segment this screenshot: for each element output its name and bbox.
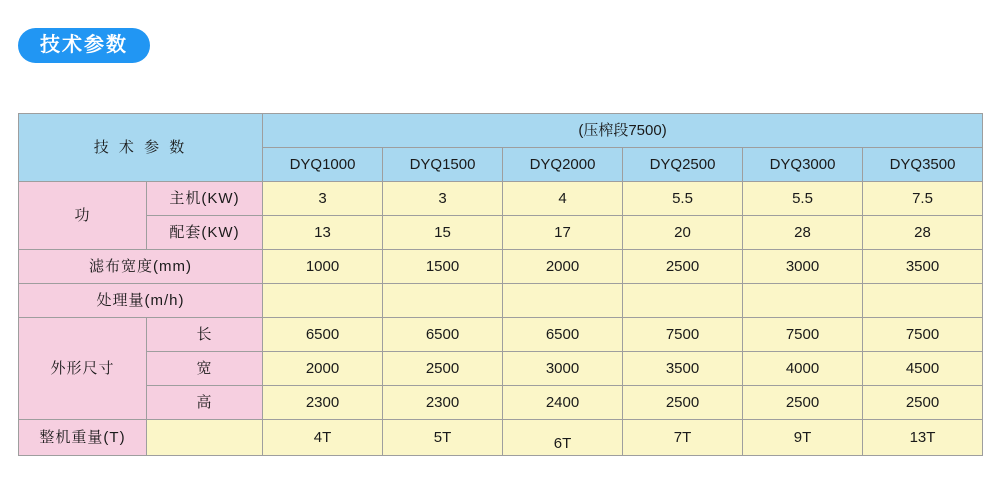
cell-belt-width-dyq1000: 1000 (263, 250, 383, 284)
cell-capacity-dyq3500 (863, 284, 983, 318)
cell-auxiliary-dyq1000: 13 (263, 216, 383, 250)
cell-length-dyq3000: 7500 (743, 318, 863, 352)
row-label-auxiliary: 配套(KW) (147, 216, 263, 250)
table-row (19, 386, 983, 420)
cell-total-weight-dyq3500: 13T (863, 420, 983, 456)
header-model-dyq2500: DYQ2500 (623, 148, 743, 182)
cell-length-dyq2500: 7500 (623, 318, 743, 352)
cell-length-dyq3500: 7500 (863, 318, 983, 352)
cell-auxiliary-dyq3500: 28 (863, 216, 983, 250)
cell-capacity-dyq2500 (623, 284, 743, 318)
cell-height-dyq2500: 2500 (623, 386, 743, 420)
row-label-length: 长 (147, 318, 263, 352)
table-row (19, 420, 983, 456)
page-title: 技术参数 (18, 28, 150, 63)
cell-width-dyq2000: 3000 (503, 352, 623, 386)
cell-length-dyq1000: 6500 (263, 318, 383, 352)
cell-main-motor-dyq1000: 3 (263, 182, 383, 216)
row-label-width: 宽 (147, 352, 263, 386)
cell-capacity-dyq1000 (263, 284, 383, 318)
cell-height-dyq3500: 2500 (863, 386, 983, 420)
row-group-label-power: 功 (19, 182, 147, 250)
cell-total-weight-dyq2500: 7T (623, 420, 743, 456)
spec-table-container (18, 113, 982, 456)
cell-belt-width-dyq2000: 2000 (503, 250, 623, 284)
cell-width-dyq3500: 4500 (863, 352, 983, 386)
cell-total-weight-spacer (147, 420, 263, 456)
row-label-filter-belt-width: 滤布宽度(mm) (19, 250, 263, 284)
cell-main-motor-dyq2000: 4 (503, 182, 623, 216)
row-label-total-weight: 整机重量(T) (19, 420, 147, 456)
cell-auxiliary-dyq2000: 17 (503, 216, 623, 250)
header-group-label: (压榨段7500) (263, 114, 983, 148)
cell-main-motor-dyq1500: 3 (383, 182, 503, 216)
cell-main-motor-dyq2500: 5.5 (623, 182, 743, 216)
table-row (19, 250, 983, 284)
table-row (19, 182, 983, 216)
header-model-dyq1500: DYQ1500 (383, 148, 503, 182)
cell-total-weight-dyq3000: 9T (743, 420, 863, 456)
header-model-dyq1000: DYQ1000 (263, 148, 383, 182)
cell-width-dyq3000: 4000 (743, 352, 863, 386)
cell-length-dyq2000: 6500 (503, 318, 623, 352)
cell-height-dyq2000: 2400 (503, 386, 623, 420)
header-model-dyq3000: DYQ3000 (743, 148, 863, 182)
table-header-row-group (19, 114, 983, 148)
cell-total-weight-dyq2000: 6T (503, 420, 623, 456)
cell-belt-width-dyq2500: 2500 (623, 250, 743, 284)
cell-length-dyq1500: 6500 (383, 318, 503, 352)
cell-height-dyq1000: 2300 (263, 386, 383, 420)
cell-auxiliary-dyq2500: 20 (623, 216, 743, 250)
cell-capacity-dyq2000 (503, 284, 623, 318)
header-parameter-label: 技 术 参 数 (19, 114, 263, 182)
cell-main-motor-dyq3500: 7.5 (863, 182, 983, 216)
row-group-label-dimensions: 外形尺寸 (19, 318, 147, 420)
cell-height-dyq3000: 2500 (743, 386, 863, 420)
cell-belt-width-dyq1500: 1500 (383, 250, 503, 284)
cell-total-weight-dyq1500: 5T (383, 420, 503, 456)
cell-width-dyq2500: 3500 (623, 352, 743, 386)
cell-capacity-dyq1500 (383, 284, 503, 318)
header-model-dyq2000: DYQ2000 (503, 148, 623, 182)
cell-auxiliary-dyq3000: 28 (743, 216, 863, 250)
cell-capacity-dyq3000 (743, 284, 863, 318)
cell-total-weight-dyq1000: 4T (263, 420, 383, 456)
row-label-capacity: 处理量(m/h) (19, 284, 263, 318)
row-label-height: 高 (147, 386, 263, 420)
row-label-main-motor: 主机(KW) (147, 182, 263, 216)
header-model-dyq3500: DYQ3500 (863, 148, 983, 182)
technical-parameters-table (18, 113, 983, 456)
table-row (19, 216, 983, 250)
cell-auxiliary-dyq1500: 15 (383, 216, 503, 250)
cell-belt-width-dyq3500: 3500 (863, 250, 983, 284)
table-row (19, 284, 983, 318)
cell-width-dyq1000: 2000 (263, 352, 383, 386)
table-row (19, 318, 983, 352)
cell-height-dyq1500: 2300 (383, 386, 503, 420)
cell-width-dyq1500: 2500 (383, 352, 503, 386)
cell-belt-width-dyq3000: 3000 (743, 250, 863, 284)
table-row (19, 352, 983, 386)
cell-main-motor-dyq3000: 5.5 (743, 182, 863, 216)
